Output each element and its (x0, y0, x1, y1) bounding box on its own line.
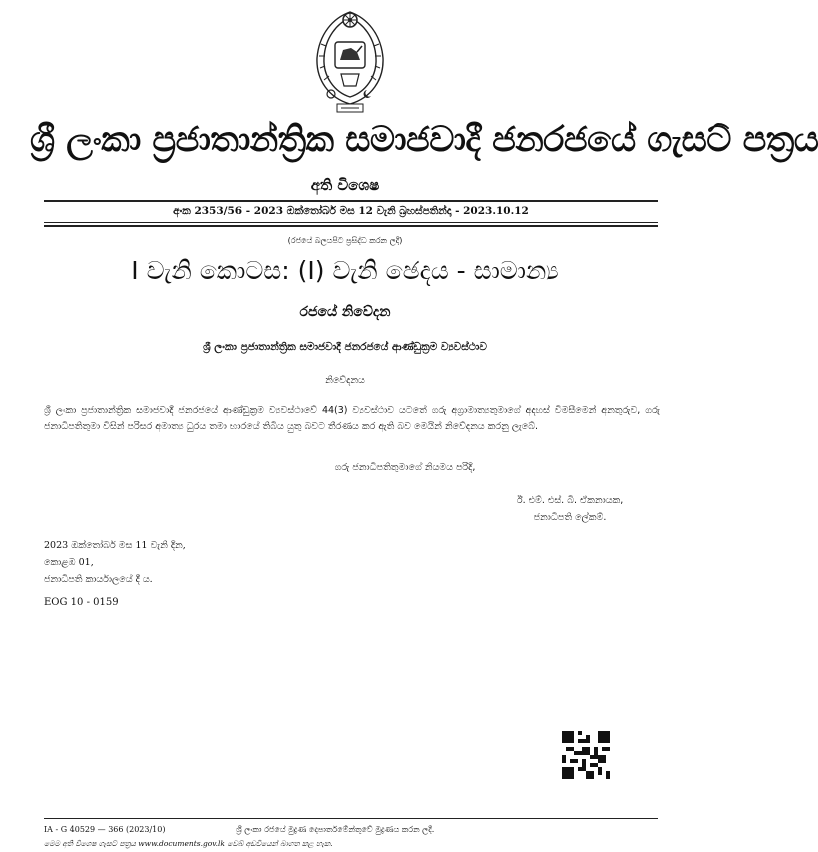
signature-block (470, 492, 670, 526)
order-line: ගරු ජනාධිපතිතුමාගේ නියමය පරිදි, (334, 462, 476, 473)
signer-name: ඊ. එම්. එස්. බී. ඒකනායක, (516, 495, 624, 506)
footer-printer: ශ්‍රී ලංකා රජයේ මුද්‍රණ දෙපාර්තමේන්තුවේ මුද්‍රණය කරන ලදී. (236, 825, 435, 834)
issue-place: කොළඹ 01, (44, 557, 94, 568)
gazette-title: ශ්‍රී ලංකා ප්‍රජාතාන්ත්‍රික සමාජවාදී ජනරජයේ ගැසට් පත්‍රය (30, 120, 818, 160)
qr-code-icon (562, 731, 610, 779)
national-emblem-icon (307, 8, 393, 116)
issue-rule-2 (44, 225, 658, 227)
issue-office: ජනාධිපති කාර්යාලයේ දී ය. (44, 574, 153, 585)
authority-note: (රජයේ බලයපිට ප්‍රසිද්ධ කරන ලදී) (287, 236, 403, 245)
footer-code: IA - G 40529 — 366 (2023/10) (44, 825, 166, 834)
issue-rule-1 (44, 222, 658, 223)
reference-number: EOG 10 - 0159 (44, 597, 119, 608)
footer-line (44, 825, 674, 834)
notice-paragraph: ශ්‍රී ලංකා ප්‍රජාතාන්ත්‍රික සමාජවාදී ජනරජයේ ආණ්ඩුක්‍රම ව්‍යවස්ථාවේ 44(3) ව්‍යවස්ථාව යටතේ ගරු අග්‍රාමාත්‍යතුමාගේ අදහස් විමසීමෙන් අනතුරුව, ගරු ජනාධිපතිතුමා විසින් පරිසර අමාත්‍ය ධුරය තමා භාරයේ තිබිය යුතු බවට තීරණය කර ඇති බව මෙයින් නිවේදනය කරනු ලැබේ. (44, 405, 660, 432)
issue-line: අංක 2353/56 - 2023 ඔක්තෝබර් මස 12 වැනි බ්‍රහස්පතින්දා - 2023.10.12 (173, 205, 529, 217)
notice-heading: නිවේදනය (325, 375, 365, 386)
part-title: I වැනි කොටස: (I) වැනි ඡෙදය - සාමාන්‍ය (131, 256, 559, 285)
top-rule (44, 200, 658, 202)
footer-web-note: මෙම අති විශෙෂ ගැසට් පත්‍රය www.documents.gov.lk වෙබ් අඩවියෙන් බාගත කළ හැක. (44, 839, 333, 848)
issue-date: 2023 ඔක්තෝබර් මස 11 වැනි දින, (44, 540, 186, 551)
footer-rule (44, 818, 658, 819)
extraordinary-label: අති විශෙෂ (310, 176, 380, 194)
signer-title: ජනාධිපති ලේකම්. (533, 512, 607, 523)
date-place-block (44, 537, 344, 588)
law-title: ශ්‍රී ලංකා ප්‍රජාතාන්ත්‍රික සමාජවාදී ජනරජයේ ආණ්ඩුක්‍රම ව්‍යවස්ථාව (203, 341, 487, 353)
notice-section-title: රජයේ නිවේදන (299, 304, 391, 320)
